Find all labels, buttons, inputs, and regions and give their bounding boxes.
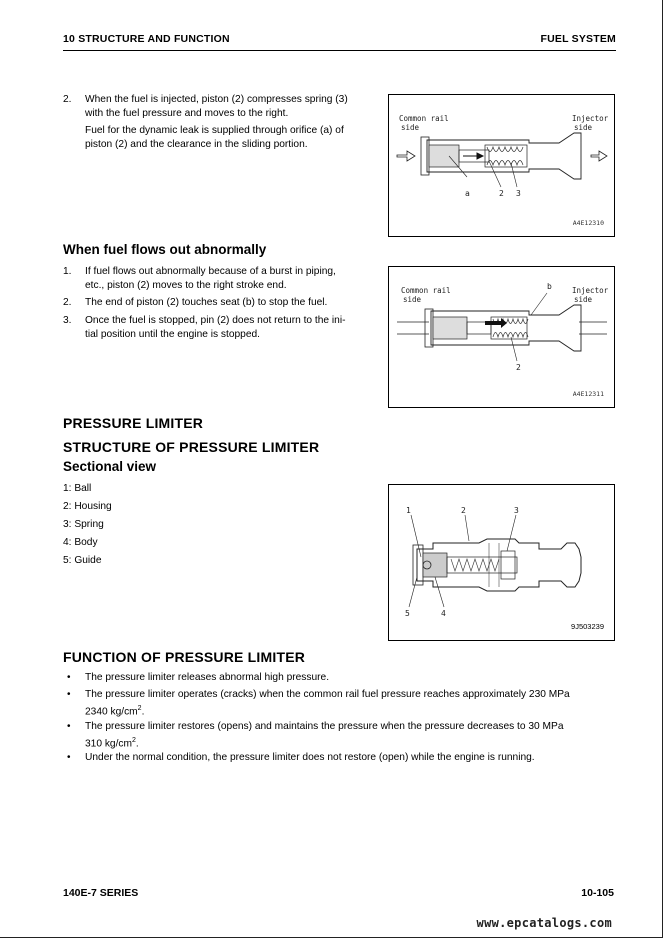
fig1-right-label-1: Injector <box>572 114 609 123</box>
fig1-left-label-2: side <box>401 123 420 132</box>
abnormal-item-3-line-1: Once the fuel is stopped, pin (2) does not return to the ini- <box>85 315 346 326</box>
fig2-right-label-2: side <box>574 295 593 304</box>
fig2-left-label-2: side <box>403 295 422 304</box>
part-2-label: 2: Housing <box>63 501 112 512</box>
abnormal-item-2-number: 2. <box>63 297 72 308</box>
footer-series: 140E-7 SERIES <box>63 887 139 899</box>
abnormal-item-1-line-1: If fuel flows out abnormally because of a burst in piping, <box>85 266 336 277</box>
fig3-callout-3: 3 <box>514 506 519 515</box>
fig3-code: 9J503239 <box>571 622 604 631</box>
fig1-callout-a: a <box>465 189 470 198</box>
abnormal-item-2-line-1: The end of piston (2) touches seat (b) to stop the fuel. <box>85 297 328 308</box>
part-4-label: 4: Body <box>63 537 98 548</box>
function-bullet-1-text: The pressure limiter releases abnormal high pressure. <box>85 672 330 683</box>
fig3-callout-2: 2 <box>461 506 466 515</box>
step-2-line-1: When the fuel is injected, piston (2) compresses spring (3) <box>85 94 348 105</box>
function-bullet-2-sup: 2 <box>137 705 142 712</box>
fig2-code: A4E12311 <box>572 390 604 398</box>
header-section-title: 10 STRUCTURE AND FUNCTION <box>63 33 230 45</box>
header-rule <box>63 50 616 51</box>
figure-flow-damper-normal <box>388 94 615 237</box>
sectional-view-heading: Sectional view <box>63 459 157 474</box>
fig3-callout-4: 4 <box>441 609 446 618</box>
fig1-callout-3: 3 <box>516 189 521 198</box>
function-bullet-1-mark: • <box>67 672 71 683</box>
header-chapter-title: FUEL SYSTEM <box>540 33 616 45</box>
abnormal-item-3-number: 3. <box>63 315 72 326</box>
abnormal-item-1-number: 1. <box>63 266 72 277</box>
part-5-label: 5: Guide <box>63 555 102 566</box>
fig2-right-label-1: Injector <box>572 286 609 295</box>
fig1-right-label-2: side <box>574 123 593 132</box>
part-3-label: 3: Spring <box>63 519 104 530</box>
footer-page-number: 10-105 <box>581 887 614 899</box>
abnormal-heading: When fuel flows out abnormally <box>63 242 267 257</box>
function-bullet-3-unit: 310 kg/cm <box>85 738 132 750</box>
function-bullet-3-end: . <box>135 738 139 750</box>
figure-pressure-limiter-section <box>388 484 615 641</box>
function-bullet-4-mark: • <box>67 752 71 763</box>
function-heading: FUNCTION OF PRESSURE LIMITER <box>63 649 306 665</box>
watermark-url[interactable]: www.epcatalogs.com <box>476 916 612 930</box>
fig2-left-label-1: Common rail <box>401 286 451 295</box>
function-bullet-2-line-1: The pressure limiter operates (cracks) when the common rail fuel pressure reaches approximately 230 MPa <box>85 689 570 700</box>
figure-flow-damper-abnormal <box>388 266 615 408</box>
function-bullet-2-line-2 <box>85 702 144 719</box>
fig3-callout-5: 5 <box>405 609 410 618</box>
function-bullet-3-mark: • <box>67 721 71 732</box>
part-1-label: 1: Ball <box>63 483 92 494</box>
step-2-line-4: piston (2) and the clearance in the sliding portion. <box>85 139 308 150</box>
fig1-callout-2: 2 <box>499 189 504 198</box>
function-bullet-2-mark: • <box>67 689 71 700</box>
function-bullet-4-text: Under the normal condition, the pressure limiter does not restore (open) while the engine is running. <box>85 752 535 763</box>
function-bullet-3-line-2 <box>85 734 139 751</box>
abnormal-item-1-line-2: etc., piston (2) moves to the right stroke end. <box>85 280 287 291</box>
pressure-limiter-heading: PRESSURE LIMITER <box>63 415 204 431</box>
structure-heading: STRUCTURE OF PRESSURE LIMITER <box>63 439 320 455</box>
fig1-left-label-1: Common rail <box>399 114 449 123</box>
function-bullet-3-line-1: The pressure limiter restores (opens) and maintains the pressure when the pressure decreases to 30 MPa <box>85 721 564 732</box>
step-2-line-3: Fuel for the dynamic leak is supplied through orifice (a) of <box>85 125 344 136</box>
fig2-callout-b: b <box>547 282 552 291</box>
fig3-callout-1: 1 <box>406 506 411 515</box>
function-bullet-2-unit: 2340 kg/cm <box>85 706 138 718</box>
step-2-number: 2. <box>63 94 72 105</box>
fig2-callout-2: 2 <box>516 363 521 372</box>
function-bullet-3-sup: 2 <box>132 737 136 744</box>
function-bullet-2-end: . <box>141 706 145 718</box>
step-2-line-2: with the fuel pressure and moves to the right. <box>85 108 289 119</box>
abnormal-item-3-line-2: tial position until the engine is stopped. <box>85 329 261 340</box>
fig1-code: A4E12310 <box>572 219 604 227</box>
